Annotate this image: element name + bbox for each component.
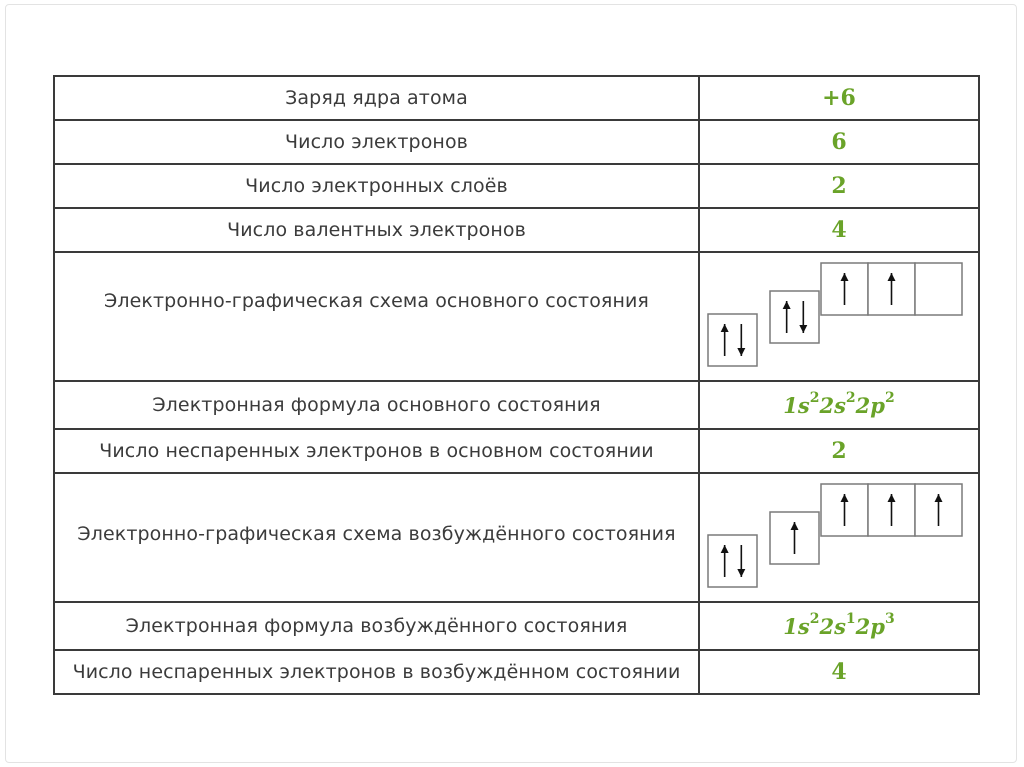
formula-term-base: 2s (819, 392, 846, 418)
row-value-shell-count: 2 (699, 164, 979, 208)
orbital-1s-box (708, 314, 757, 366)
formula-term-exponent: 2 (809, 389, 820, 406)
row-label-shell-count: Число электронных слоёв (54, 164, 699, 208)
row-label-ground-diagram-text: Электронно-графическая схема основного состояния (104, 289, 649, 312)
row-value-excited-unpaired: 4 (699, 650, 979, 694)
row-label-nuclear-charge: Заряд ядра атома (54, 76, 699, 120)
orbital-1s-box (708, 535, 757, 587)
row-label-electron-count: Число электронов (54, 120, 699, 164)
formula-term-exponent: 2 (809, 610, 820, 627)
table-row (54, 76, 979, 120)
formula-term (783, 610, 820, 639)
formula-term (855, 610, 895, 639)
formula-term-base: 1s (783, 613, 810, 639)
table-row (54, 429, 979, 473)
row-label-ground-formula: Электронная формула основного состояния (54, 381, 699, 429)
row-label-valence-electrons: Число валентных электронов (54, 208, 699, 252)
row-value-valence-electrons: 4 (699, 208, 979, 252)
orbital-diagram-svg (700, 475, 976, 600)
formula-term-exponent: 2 (845, 389, 856, 406)
orbital-2p-box (915, 263, 962, 315)
row-label-ground-diagram (54, 252, 699, 381)
row-value-nuclear-charge: +6 (699, 76, 979, 120)
orbital-diagram-svg (700, 254, 976, 379)
row-value-electron-count: 6 (699, 120, 979, 164)
formula-term (783, 389, 820, 418)
formula-term-base: 2s (819, 613, 846, 639)
excited-state-orbital-diagram (699, 473, 979, 602)
formula-term-exponent: 1 (845, 610, 856, 627)
table-row (54, 602, 979, 650)
row-label-ground-unpaired: Число неспаренных электронов в основном состоянии (54, 429, 699, 473)
formula-term-exponent: 2 (884, 389, 895, 406)
table-row (54, 208, 979, 252)
table-row (54, 381, 979, 429)
row-value-ground-unpaired: 2 (699, 429, 979, 473)
row-label-excited-diagram (54, 473, 699, 602)
atom-properties-table (53, 75, 980, 695)
table-row (54, 650, 979, 694)
row-label-excited-diagram-text: Электронно-графическая схема возбуждённого состояния (77, 522, 676, 545)
formula-term-base: 1s (783, 392, 810, 418)
table-row (54, 120, 979, 164)
table-row (54, 473, 979, 602)
formula-term (819, 389, 856, 418)
table-row (54, 252, 979, 381)
formula-term-base: 2p (855, 392, 885, 418)
formula-term (855, 389, 895, 418)
excited-state-formula (699, 602, 979, 650)
formula-term-base: 2p (855, 613, 885, 639)
row-label-excited-unpaired: Число неспаренных электронов в возбуждённом состоянии (54, 650, 699, 694)
ground-state-formula (699, 381, 979, 429)
table-row (54, 164, 979, 208)
formula-term-exponent: 3 (884, 610, 895, 627)
ground-state-orbital-diagram (699, 252, 979, 381)
row-label-excited-formula: Электронная формула возбуждённого состояния (54, 602, 699, 650)
formula-term (819, 610, 856, 639)
orbital-2s-box (770, 291, 819, 343)
